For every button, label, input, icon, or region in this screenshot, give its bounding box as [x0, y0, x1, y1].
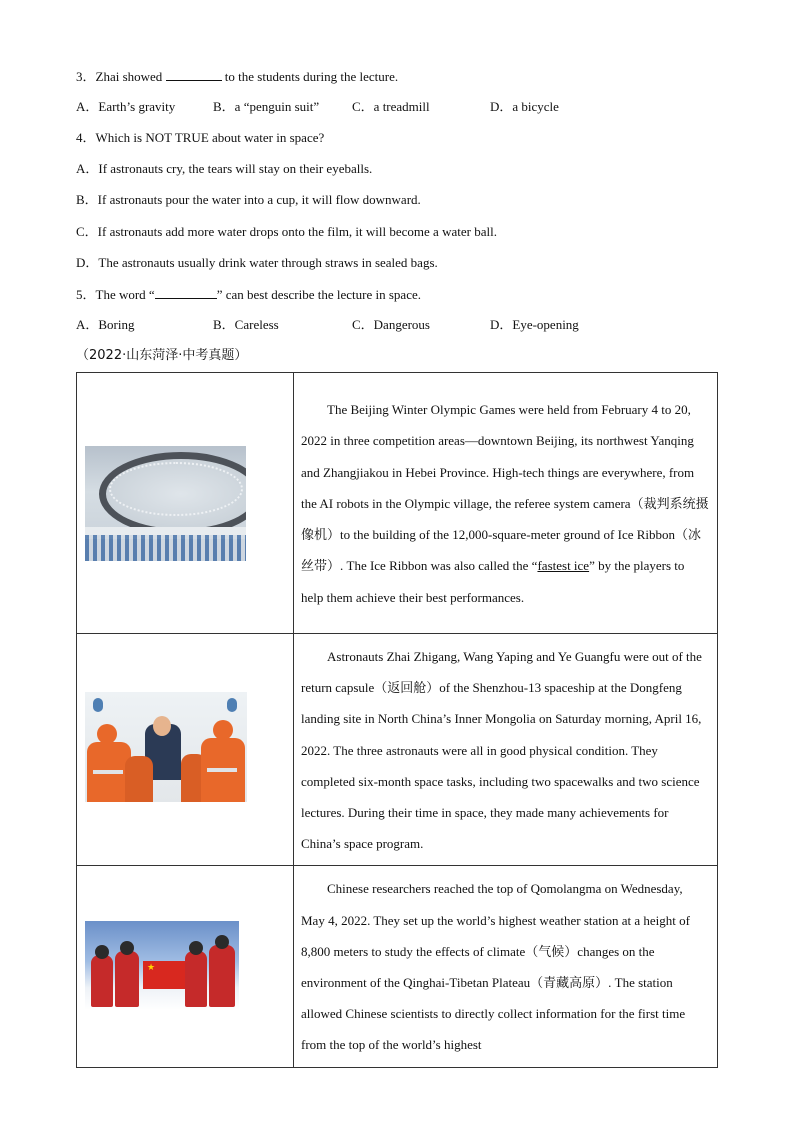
question-4-option-a: A．If astronauts cry, the tears will stay on their eyeballs. — [76, 161, 373, 176]
question-5-option-c: C．Dangerous — [352, 317, 430, 332]
answer-blank — [155, 286, 217, 299]
question-3-stem — [76, 68, 398, 85]
question-3-text-after: to the students during the lecture. — [221, 69, 399, 84]
question-4-stem: 4．Which is NOT TRUE about water in space? — [76, 130, 325, 145]
answer-blank — [166, 68, 222, 81]
passage-text-cell — [294, 634, 718, 866]
reflective-stripe-shape — [207, 768, 237, 772]
question-3-option-c: C．a treadmill — [352, 99, 430, 114]
question-4-option-d: D．The astronauts usually drink water through straws in sealed bags. — [76, 255, 438, 270]
image-cell — [77, 634, 294, 866]
passage-text-cell — [294, 373, 718, 634]
underlined-phrase: fastest ice — [537, 558, 590, 574]
stadium-seats-shape — [85, 535, 246, 561]
passages-table — [76, 372, 718, 1068]
question-4-option-c: C．If astronauts add more water drops onto the film, it will become a water ball. — [76, 224, 497, 239]
window-shape — [227, 698, 237, 712]
question-5-option-b: B．Careless — [213, 317, 279, 332]
passage-1-text-after: ” by the players to help them achieve their best performances. — [301, 558, 685, 605]
table-row — [77, 866, 718, 1067]
reflective-stripe-shape — [93, 770, 123, 774]
question-5-text-before: 5．The word “ — [76, 287, 155, 302]
passage-text-cell — [294, 866, 718, 1067]
question-3-option-d: D．a bicycle — [490, 99, 559, 114]
table-row — [77, 373, 718, 634]
question-5-option-d: D．Eye-opening — [490, 317, 579, 332]
passage-3-text: Chinese researchers reached the top of Qomolangma on Wednesday, May 4, 2022. They set up the world’s highest weather station at a height of 8,800 meters to study the effects of climate（气候）changes on the environment of the Qinghai-Tibetan Plateau（青藏高原）. The station allowed Chinese scientists to directly collect information for the first time from the top of the world’s highest — [301, 881, 690, 1053]
mountaineers-photo — [85, 921, 239, 1010]
passage-2-text: Astronauts Zhai Zhigang, Wang Yaping and Ye Guangfu were out of the return capsule（返回舱）of the Shenzhou-13 spaceship at the Dongfeng landing site in North China’s Inner Mongolia on Saturday morning, April 16, 2022. The three astronauts were all in good physical condition. They completed six-month space tasks, including two spacewalks and two science lectures. During their time in space, they made many achievements for China’s space program. — [301, 649, 702, 852]
climber-shape — [115, 951, 139, 1007]
flag-star-icon: ★ — [147, 962, 156, 973]
window-shape — [93, 698, 103, 712]
staff-head-shape — [213, 720, 233, 740]
stadium-inner-ring-shape — [109, 462, 243, 516]
climber-shape — [209, 945, 235, 1007]
question-3-option-b: B．a “penguin suit” — [213, 99, 320, 114]
image-cell — [77, 373, 294, 634]
image-cell — [77, 866, 294, 1067]
climber-shape — [185, 951, 207, 1007]
question-5-text-after: ” can best describe the lecture in space. — [216, 287, 421, 302]
staff-shape — [125, 756, 153, 802]
stadium-photo — [85, 446, 246, 561]
passage-1-text-before: The Beijing Winter Olympic Games were held from February 4 to 20, 2022 in three competition areas—downtown Beijing, its northwest Yanqing and Zhangjiakou in Hebei Province. High-tech things are everywhere, from the AI robots in the Olympic village, the referee system camera（裁判系统摄像机）to the building of the 12,000-square-meter ground of Ice Ribbon（冰丝带）. The Ice Ribbon was also called the “ — [301, 402, 709, 574]
source-label: （2022·山东菏泽·中考真题） — [76, 348, 248, 363]
question-4-option-b: B．If astronauts pour the water into a cup, it will flow downward. — [76, 192, 421, 207]
climber-shape — [91, 955, 113, 1007]
table-row — [77, 634, 718, 866]
passage-1-text — [301, 394, 709, 612]
astronaut-face-shape — [153, 716, 171, 736]
question-3-option-a: A．Earth’s gravity — [76, 99, 176, 114]
question-3-text-before: 3．Zhai showed — [76, 69, 166, 84]
question-5-stem — [76, 286, 421, 303]
staff-head-shape — [97, 724, 117, 744]
astronauts-photo — [85, 692, 247, 802]
question-5-option-a: A．Boring — [76, 317, 135, 332]
